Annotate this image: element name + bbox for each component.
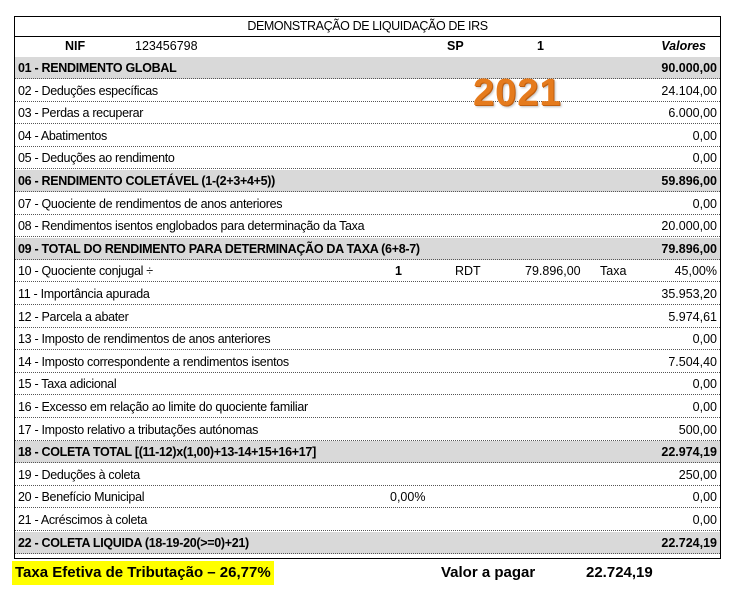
- row-label: 19 - Deduções à coleta: [18, 467, 140, 482]
- row-value: 0,00: [692, 128, 717, 143]
- row-label: 03 - Perdas a recuperar: [18, 106, 144, 121]
- nif-value: 123456798: [135, 39, 198, 53]
- table-row: [15, 80, 720, 102]
- sp-label: SP: [447, 39, 464, 53]
- row-value: 59.896,00: [661, 174, 717, 188]
- row-label: 14 - Imposto correspondente a rendimentos isentos: [18, 354, 289, 369]
- table-row: [15, 486, 720, 508]
- values-header: Valores: [661, 39, 706, 53]
- row-label: 21 - Acréscimos à coleta: [18, 513, 147, 527]
- row-label: 01 - RENDIMENTO GLOBAL: [18, 61, 177, 75]
- row-label: 06 - RENDIMENTO COLETÁVEL (1-(2+3+4+5)): [18, 174, 276, 188]
- row-value: 0,00: [692, 513, 717, 527]
- sp-value: 1: [537, 39, 544, 53]
- row-label: 17 - Imposto relativo a tributações autónomas: [18, 422, 259, 437]
- table-row: [15, 238, 720, 260]
- row-value: 90.000,00: [661, 61, 717, 75]
- row-value: 7.504,40: [668, 354, 717, 369]
- row-value: 0,00: [692, 332, 717, 347]
- row-label: 11 - Importância apurada: [18, 287, 150, 301]
- header-row: [15, 36, 720, 58]
- table-row: [15, 125, 720, 147]
- row-value: 79.896,00: [661, 241, 717, 256]
- amount-to-pay-value: 22.724,19: [586, 564, 653, 581]
- row-label: 13 - Imposto de rendimentos de anos anteriores: [18, 332, 271, 347]
- table-row: [15, 102, 720, 124]
- table-row: [15, 396, 720, 418]
- effective-tax-rate: Taxa Efetiva de Tributação – 26,77%: [12, 561, 274, 585]
- row-value: 6.000,00: [668, 106, 717, 121]
- table-row: [15, 509, 720, 531]
- row-label: 02 - Deduções específicas: [18, 83, 158, 98]
- table-row: [15, 419, 720, 441]
- row-value: 22.974,19: [661, 445, 717, 460]
- row-value: 45,00%: [674, 264, 717, 279]
- table-row: [15, 260, 720, 282]
- row-value: 22.724,19: [661, 535, 717, 550]
- row-label: 08 - Rendimentos isentos englobados para determinação da Taxa: [18, 219, 365, 234]
- rdt-label: RDT: [455, 264, 481, 279]
- row-label: 12 - Parcela a abater: [18, 309, 129, 324]
- municipal-benefit-percent: 0,00%: [390, 490, 426, 505]
- table-row: [15, 464, 720, 486]
- rdt-value: 79.896,00: [525, 264, 581, 279]
- taxa-label: Taxa: [600, 264, 627, 279]
- row-value: 20.000,00: [661, 219, 717, 234]
- table-row: [15, 170, 720, 192]
- row-value: 24.104,00: [661, 83, 717, 98]
- irs-settlement-table: [14, 16, 721, 559]
- row-label: 09 - TOTAL DO RENDIMENTO PARA DETERMINAÇÃO DA TAXA (6+8-7): [18, 241, 420, 256]
- row-label: 15 - Taxa adicional: [18, 377, 117, 392]
- table-row: [15, 328, 720, 350]
- table-row: [15, 147, 720, 169]
- row-value: 250,00: [678, 467, 717, 482]
- year-badge: 2021: [473, 72, 562, 114]
- row-label: 20 - Benefício Municipal: [18, 490, 145, 505]
- row-label: 10 - Quociente conjugal ÷: [18, 264, 153, 279]
- row-value: 500,00: [678, 422, 717, 437]
- row-value: 0,00: [692, 196, 717, 211]
- row-value: 0,00: [692, 400, 717, 414]
- row-label: 05 - Deduções ao rendimento: [18, 151, 175, 166]
- row-label: 18 - COLETA TOTAL [(11-12)x(1,00)+13-14+15+16+17]: [18, 445, 316, 460]
- row-value: 0,00: [692, 377, 717, 392]
- table-row: [15, 57, 720, 79]
- table-row: [15, 532, 720, 554]
- conjugal-quotient-value: 1: [395, 264, 402, 279]
- row-value: 35.953,20: [661, 287, 717, 301]
- table-row: [15, 351, 720, 373]
- row-value: 0,00: [692, 490, 717, 505]
- row-label: 07 - Quociente de rendimentos de anos anteriores: [18, 196, 283, 211]
- row-label: 16 - Excesso em relação ao limite do quociente familiar: [18, 400, 308, 414]
- row-value: 0,00: [692, 151, 717, 166]
- table-row: [15, 306, 720, 328]
- table-title: DEMONSTRAÇÃO DE LIQUIDAÇÃO DE IRS: [15, 17, 720, 37]
- table-row: [15, 441, 720, 463]
- table-row: [15, 215, 720, 237]
- nif-label: NIF: [65, 39, 86, 53]
- row-label: 22 - COLETA LIQUIDA (18-19-20(>=0)+21): [18, 535, 249, 550]
- table-row: [15, 193, 720, 215]
- table-row: [15, 373, 720, 395]
- table-row: [15, 283, 720, 305]
- row-label: 04 - Abatimentos: [18, 128, 108, 143]
- amount-to-pay-label: Valor a pagar: [441, 564, 536, 581]
- row-value: 5.974,61: [668, 309, 717, 324]
